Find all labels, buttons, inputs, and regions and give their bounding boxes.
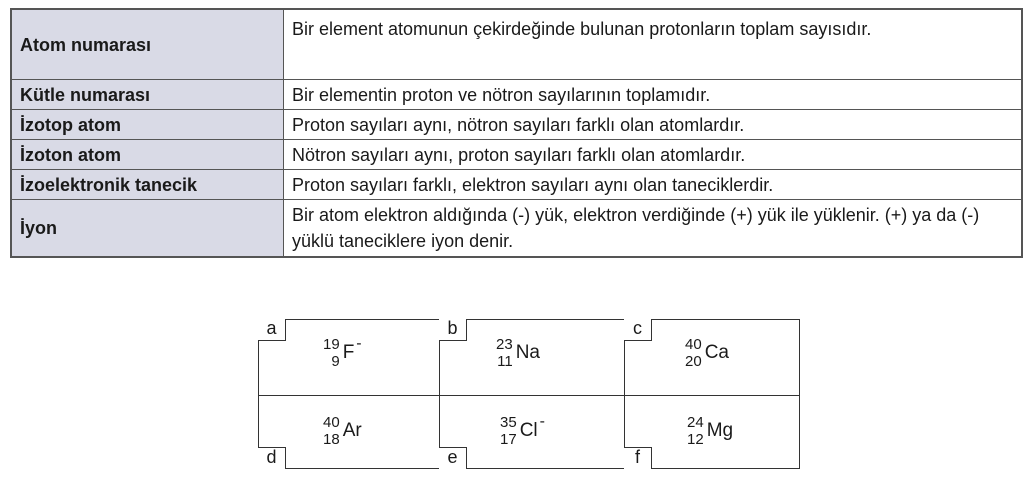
- term-cell: İzotop atom: [11, 110, 284, 140]
- isotope-notation: [500, 414, 545, 448]
- particle-cell-d: [259, 396, 439, 468]
- description-cell: Nötron sayıları aynı, proton sayıları farklı olan atomlardır.: [284, 140, 1023, 170]
- isotope-notation: [323, 336, 362, 370]
- ion-charge: -: [539, 413, 545, 430]
- element-symbol: Ca: [704, 342, 729, 363]
- cell-label: b: [439, 319, 467, 341]
- table-row: [11, 110, 1022, 140]
- description-cell: Bir atom elektron aldığında (-) yük, elektron verdiğinde (+) yük ile yüklenir. (+) ya da (-) yüklü taneciklere iyon denir.: [284, 200, 1023, 258]
- mass-number: 40: [323, 414, 340, 431]
- description-cell: Bir elementin proton ve nötron sayılarının toplamıdır.: [284, 80, 1023, 110]
- particle-cell-e: [440, 396, 624, 468]
- mass-number: 19: [323, 336, 340, 353]
- table-row: [11, 140, 1022, 170]
- element-symbol: Cl: [519, 420, 538, 441]
- term-cell: Atom numarası: [11, 9, 284, 80]
- atomic-number: 12: [687, 431, 704, 448]
- table-row: [11, 200, 1022, 258]
- atomic-number: 17: [500, 431, 517, 448]
- element-symbol: Mg: [706, 420, 734, 441]
- isotope-notation: [496, 336, 542, 370]
- element-symbol: Ar: [342, 420, 362, 441]
- mass-number: 24: [687, 414, 704, 431]
- atomic-number: 20: [685, 353, 702, 370]
- atomic-number: 11: [497, 353, 513, 370]
- particle-cell-b: [440, 320, 624, 395]
- description-cell: Proton sayıları farklı, elektron sayıları aynı olan taneciklerdir.: [284, 170, 1023, 200]
- mass-number: 23: [496, 336, 513, 353]
- description-cell: Bir element atomunun çekirdeğinde bulunan protonların toplam sayısıdır.: [284, 9, 1023, 80]
- cell-label: e: [439, 447, 467, 469]
- isotope-notation: [687, 414, 735, 448]
- isotope-notation: [323, 414, 364, 448]
- description-cell: Proton sayıları aynı, nötron sayıları farklı olan atomlardır.: [284, 110, 1023, 140]
- element-symbol: Na: [515, 342, 540, 363]
- atomic-number: 9: [331, 353, 340, 370]
- table-row: [11, 80, 1022, 110]
- cell-label: a: [258, 319, 286, 341]
- ion-charge: -: [356, 335, 362, 352]
- mass-number: 40: [685, 336, 702, 353]
- particle-grid: [258, 319, 800, 469]
- cell-label: d: [258, 447, 286, 469]
- table-row: [11, 9, 1022, 80]
- mass-number: 35: [500, 414, 517, 431]
- table-row: [11, 170, 1022, 200]
- particle-cell-f: [625, 396, 799, 468]
- particle-cell-c: [625, 320, 799, 395]
- isotope-notation: [685, 336, 731, 370]
- cell-label: c: [624, 319, 652, 341]
- term-cell: İzoelektronik tanecik: [11, 170, 284, 200]
- cell-label: f: [624, 447, 652, 469]
- atomic-number: 18: [323, 431, 340, 448]
- particle-cell-a: [259, 320, 439, 395]
- definitions-table: [10, 8, 1023, 258]
- element-symbol: F: [342, 342, 355, 363]
- term-cell: Kütle numarası: [11, 80, 284, 110]
- term-cell: İyon: [11, 200, 284, 258]
- term-cell: İzoton atom: [11, 140, 284, 170]
